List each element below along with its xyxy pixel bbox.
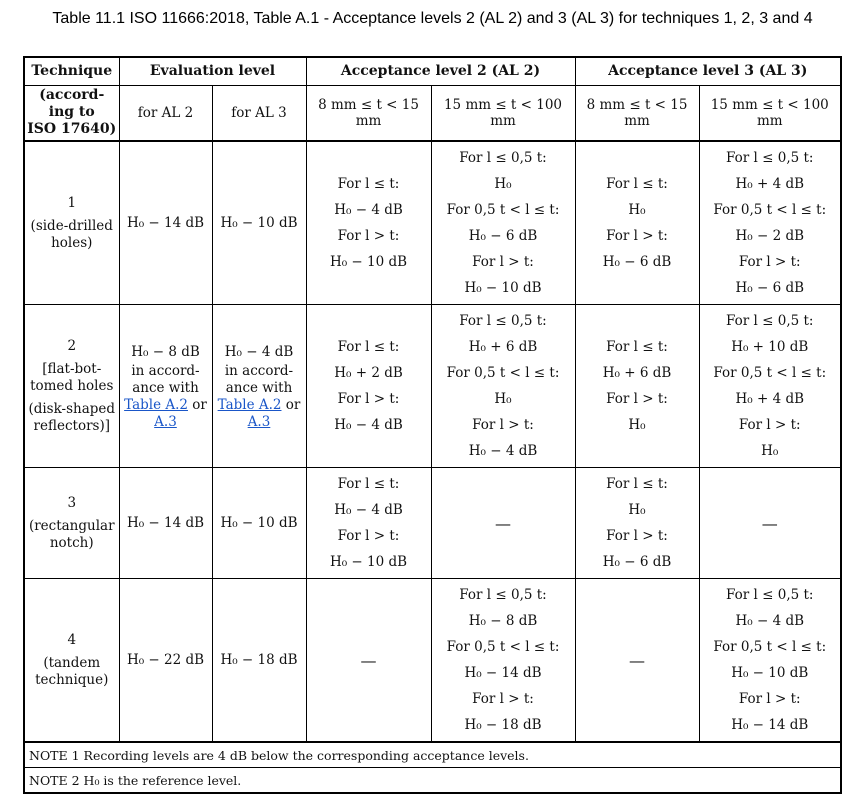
- criterion-line: For l ≤ t:: [606, 476, 668, 492]
- criterion-line: For l > t:: [337, 228, 400, 244]
- criterion-line: For l ≤ t:: [337, 176, 400, 192]
- criterion-line: For l > t:: [337, 528, 400, 544]
- criterion-line: H₀ − 10 dB: [329, 554, 408, 570]
- header-evaluation-level: Evaluation level: [119, 57, 306, 85]
- header-technique-sub: [24, 85, 119, 141]
- acceptance-table: [23, 56, 842, 794]
- header-row-1: [24, 57, 841, 85]
- criterion-line: H₀ − 10 dB: [329, 254, 408, 270]
- header-technique-sub-line: ISO 17640): [27, 121, 117, 138]
- eval-al3-cell: H₀ − 18 dB: [212, 579, 306, 743]
- criterion-line: H₀ − 4 dB: [334, 202, 403, 218]
- criterion-line: For l ≤ t:: [337, 476, 400, 492]
- eval-ref-line: [120, 397, 212, 414]
- criterion-line: H₀: [628, 202, 646, 218]
- criterion-line: For l ≤ 0,5 t:: [459, 587, 547, 603]
- table-row: [24, 468, 841, 579]
- table-row: [24, 305, 841, 468]
- header-eval-al2: for AL 2: [119, 85, 212, 141]
- technique-cell: [24, 468, 119, 579]
- eval-al2-cell: H₀ − 22 dB: [119, 579, 212, 743]
- al3-range-a-cell: [575, 141, 699, 305]
- criterion-line: H₀ − 14 dB: [464, 665, 542, 681]
- al2-range-a-cell: —: [306, 579, 431, 743]
- eval-note: ance with: [132, 380, 199, 396]
- criterion-line: For l ≤ 0,5 t:: [459, 313, 547, 329]
- eval-al3-cell: H₀ − 10 dB: [212, 468, 306, 579]
- header-al3-range-a: 8 mm ≤ t < 15 mm: [575, 85, 699, 141]
- criterion-line: H₀ + 6 dB: [468, 339, 538, 355]
- eval-al2-cell: H₀ − 14 dB: [119, 141, 212, 305]
- header-row-2: [24, 85, 841, 141]
- al2-range-b-cell: —: [431, 468, 575, 579]
- criterion-line: For 0,5 t < l ≤ t:: [446, 365, 560, 381]
- criterion-line: H₀ + 2 dB: [334, 365, 403, 381]
- header-eval-al3: for AL 3: [212, 85, 306, 141]
- criterion-line: For l ≤ t:: [606, 176, 668, 192]
- header-technique-sub-line: (accord-: [39, 87, 105, 104]
- al3-range-a-cell: [575, 305, 699, 468]
- technique-desc: (tandem: [43, 654, 101, 671]
- criterion-line: H₀ − 2 dB: [735, 228, 805, 244]
- criterion-line: H₀: [494, 391, 512, 407]
- criterion-line: H₀ − 6 dB: [735, 280, 805, 296]
- technique-desc: technique): [35, 671, 109, 688]
- criterion-line: For 0,5 t < l ≤ t:: [713, 365, 827, 381]
- criterion-line: For 0,5 t < l ≤ t:: [446, 639, 560, 655]
- technique-desc: (side-drilled: [30, 217, 113, 234]
- eval-ref-line: [213, 414, 306, 431]
- eval-al2-cell: H₀ − 14 dB: [119, 468, 212, 579]
- technique-desc: holes): [51, 234, 93, 251]
- al3-range-b-cell: [699, 579, 841, 743]
- eval-note: in accord-: [224, 363, 294, 379]
- criterion-line: For l > t:: [337, 391, 400, 407]
- criterion-line: For l > t:: [472, 254, 534, 270]
- eval-value: H₀ − 4 dB: [224, 344, 294, 360]
- eval-note: in accord-: [131, 363, 200, 379]
- al3-range-a-cell: —: [575, 579, 699, 743]
- criterion-line: H₀ + 10 dB: [731, 339, 809, 355]
- criterion-line: For l > t:: [472, 691, 534, 707]
- table-row: [24, 141, 841, 305]
- eval-al2-cell: [119, 305, 212, 468]
- header-al2: Acceptance level 2 (AL 2): [306, 57, 575, 85]
- note-2: NOTE 2 H₀ is the reference level.: [24, 768, 841, 794]
- note-row: [24, 742, 841, 768]
- criterion-line: H₀ + 4 dB: [735, 176, 805, 192]
- technique-number: 4: [67, 631, 77, 648]
- al2-range-a-cell: [306, 468, 431, 579]
- criterion-line: For l ≤ t:: [337, 339, 400, 355]
- al2-range-b-cell: [431, 305, 575, 468]
- criterion-line: For l > t:: [738, 417, 801, 433]
- technique-desc: (rectangular: [28, 517, 115, 534]
- note-row: [24, 768, 841, 794]
- criterion-line: H₀ − 4 dB: [468, 443, 538, 459]
- al2-range-b-cell: [431, 579, 575, 743]
- al2-range-a-cell: [306, 141, 431, 305]
- criterion-line: H₀: [494, 176, 512, 192]
- criterion-line: H₀ − 10 dB: [464, 280, 542, 296]
- criterion-line: For l ≤ 0,5 t:: [726, 587, 814, 603]
- header-al3-range-b: 15 mm ≤ t < 100 mm: [699, 85, 841, 141]
- technique-cell: [24, 579, 119, 743]
- criterion-line: H₀ − 6 dB: [468, 228, 538, 244]
- criterion-line: H₀: [761, 443, 779, 459]
- criterion-line: For l > t:: [472, 417, 534, 433]
- note-1: NOTE 1 Recording levels are 4 dB below the corresponding acceptance levels.: [24, 742, 841, 768]
- criterion-line: H₀ − 8 dB: [468, 613, 538, 629]
- criterion-line: H₀ − 6 dB: [602, 554, 672, 570]
- technique-desc: reflectors)]: [33, 417, 110, 434]
- criterion-line: For l > t:: [606, 228, 668, 244]
- technique-number: 3: [67, 494, 77, 511]
- header-technique: Technique: [24, 57, 119, 85]
- criterion-line: H₀ + 4 dB: [735, 391, 805, 407]
- criterion-line: H₀ − 6 dB: [602, 254, 672, 270]
- table-a2-link[interactable]: Table A.2: [124, 397, 188, 413]
- table-a2-link[interactable]: Table A.2: [217, 397, 282, 413]
- header-al3: Acceptance level 3 (AL 3): [575, 57, 841, 85]
- al3-range-b-cell: [699, 305, 841, 468]
- technique-desc: (disk-shaped: [28, 400, 116, 417]
- criterion-line: H₀ − 4 dB: [334, 417, 403, 433]
- a3-link[interactable]: A.3: [247, 414, 271, 430]
- header-al2-range-a: 8 mm ≤ t < 15 mm: [306, 85, 431, 141]
- criterion-line: H₀ + 6 dB: [602, 365, 672, 381]
- criterion-line: H₀ − 10 dB: [731, 665, 809, 681]
- criterion-line: H₀ − 4 dB: [334, 502, 403, 518]
- al3-range-a-cell: [575, 468, 699, 579]
- criterion-line: For l ≤ 0,5 t:: [726, 150, 814, 166]
- acceptance-table-wrapper: [23, 56, 840, 794]
- al3-range-b-cell: —: [699, 468, 841, 579]
- technique-cell: [24, 305, 119, 468]
- criterion-line: For 0,5 t < l ≤ t:: [446, 202, 560, 218]
- criterion-line: H₀: [628, 502, 646, 518]
- criterion-line: H₀ − 4 dB: [735, 613, 805, 629]
- criterion-line: For l > t:: [606, 528, 668, 544]
- eval-value: H₀ − 8 dB: [131, 344, 200, 360]
- criterion-line: For 0,5 t < l ≤ t:: [713, 202, 827, 218]
- technique-desc: [flat-bot-: [42, 360, 102, 377]
- al2-range-a-cell: [306, 305, 431, 468]
- criterion-line: H₀ − 14 dB: [731, 717, 809, 733]
- criterion-line: H₀: [628, 417, 646, 433]
- technique-number: 2: [67, 337, 77, 354]
- or-text: or: [192, 397, 207, 413]
- criterion-line: For l ≤ t:: [606, 339, 668, 355]
- al2-range-b-cell: [431, 141, 575, 305]
- technique-cell: [24, 141, 119, 305]
- criterion-line: For l > t:: [606, 391, 668, 407]
- criterion-line: For l ≤ 0,5 t:: [726, 313, 814, 329]
- eval-ref-line: [213, 397, 306, 414]
- eval-note: ance with: [225, 380, 293, 396]
- a3-link[interactable]: A.3: [154, 414, 177, 430]
- criterion-line: For l ≤ 0,5 t:: [459, 150, 547, 166]
- technique-desc: tomed holes: [30, 377, 114, 394]
- criterion-line: For 0,5 t < l ≤ t:: [713, 639, 827, 655]
- table-caption: Table 11.1 ISO 11666:2018, Table A.1 - Acceptance levels 2 (AL 2) and 3 (AL 3) for techniques 1, 2, 3 and 4: [52, 10, 813, 27]
- header-technique-sub-line: ing to: [48, 104, 95, 121]
- criterion-line: For l > t:: [738, 254, 801, 270]
- eval-ref-line: [120, 414, 212, 431]
- criterion-line: For l > t:: [738, 691, 801, 707]
- header-al2-range-b: 15 mm ≤ t < 100 mm: [431, 85, 575, 141]
- criterion-line: H₀ − 18 dB: [464, 717, 542, 733]
- eval-al3-cell: [212, 305, 306, 468]
- eval-al3-cell: H₀ − 10 dB: [212, 141, 306, 305]
- or-text: or: [285, 397, 301, 413]
- al3-range-b-cell: [699, 141, 841, 305]
- technique-number: 1: [67, 194, 77, 211]
- table-row: [24, 579, 841, 743]
- technique-desc: notch): [49, 534, 94, 551]
